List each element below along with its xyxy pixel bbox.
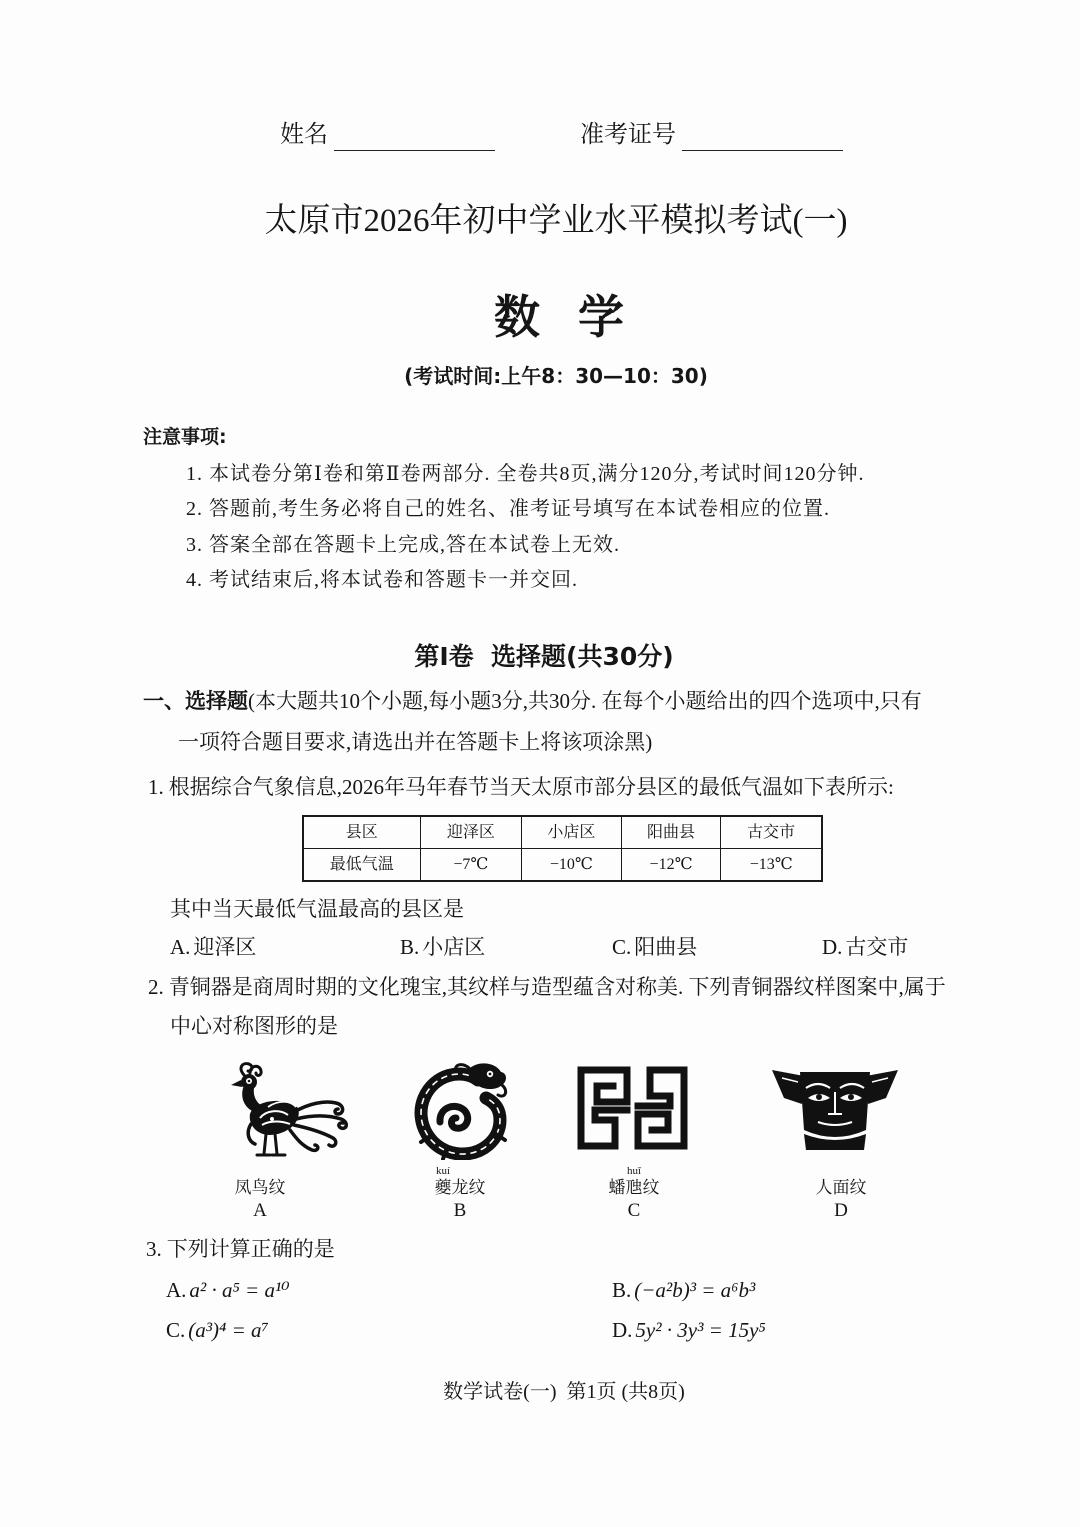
part-one-heading: 一、选择题 (143, 689, 248, 713)
question-1-prompt: 其中当天最低气温最高的县区是 (170, 897, 464, 921)
figure-name: 蟠虺纹 (608, 1178, 660, 1197)
question-3-option-d (612, 1320, 766, 1341)
mask-face (800, 1072, 870, 1137)
table-header-cell: 古交市 (721, 816, 822, 849)
part-one-instructions-line1: (本大题共10个小题,每小题3分,共30分. 在每个小题给出的四个选项中,只有 (248, 689, 922, 713)
name-blank-line (334, 150, 495, 151)
question-number: 1. (148, 775, 164, 799)
option-text: 古交市 (845, 935, 909, 959)
option-text: 迎泽区 (193, 935, 257, 959)
notice-item: 3. 答案全部在答题卡上完成,答在本试卷上无效. (186, 534, 620, 556)
coiled-serpent-pattern-icon (575, 1064, 690, 1152)
table-header-cell: 迎泽区 (420, 816, 521, 849)
question-1-option-a (170, 937, 256, 958)
option-label: A. (166, 1278, 187, 1302)
question-1-option-c (612, 937, 697, 958)
notice-item: 4. 考试结束后,将本试卷和答题卡一并交回. (186, 569, 578, 591)
part-one-instructions (143, 691, 922, 712)
figure-name: 夔龙纹 (434, 1178, 486, 1197)
figure-pinyin: huī (626, 1165, 642, 1177)
bird-head (231, 1074, 257, 1090)
question-3-option-c (166, 1320, 269, 1341)
figure-caption-c (584, 1164, 684, 1224)
question-3-option-a (166, 1280, 290, 1301)
figure-letter: A (253, 1200, 267, 1221)
table-cell: −12℃ (621, 849, 721, 882)
table-cell: −7℃ (420, 849, 521, 882)
figure-letter: B (453, 1200, 467, 1221)
option-label: A. (170, 935, 191, 959)
exam-number-blank-line (682, 150, 843, 151)
option-label: B. (612, 1278, 632, 1302)
figure-letter: C (627, 1200, 641, 1221)
question-3-option-b (612, 1280, 755, 1301)
phoenix-bird-pattern-icon (228, 1062, 353, 1162)
option-expression: a² · a⁵ = a¹⁰ (189, 1278, 290, 1302)
figure-name: 凤鸟纹 (234, 1178, 286, 1197)
figure-name: 人面纹 (815, 1178, 867, 1197)
human-face-pattern-icon (770, 1066, 900, 1151)
table-header-row (303, 816, 822, 849)
option-expression: (−a²b)³ = a⁶b³ (634, 1278, 756, 1302)
option-label: C. (166, 1318, 186, 1342)
meander-pattern (581, 1070, 684, 1146)
question-text: 青铜器是商周时期的文化瑰宝,其纹样与造型蕴含对称美. 下列青铜器纹样图案中,属于 (168, 975, 946, 999)
question-2-stem (148, 977, 946, 998)
figure-caption-d (791, 1164, 891, 1224)
question-number: 3. (146, 1237, 162, 1261)
name-field (280, 123, 495, 147)
question-2-stem-line2: 中心对称图形的是 (170, 1014, 338, 1038)
exam-time: (考试时间:上午8：30—10：30) (404, 364, 708, 388)
option-label: C. (612, 935, 632, 959)
table-header-cell: 阳曲县 (621, 816, 721, 849)
table-cell: 最低气温 (303, 849, 420, 882)
table-cell: −13℃ (721, 849, 822, 882)
option-text: 小店区 (422, 935, 486, 959)
option-expression: 5y² · 3y³ = 15y⁵ (635, 1318, 766, 1342)
temperature-table (302, 815, 823, 882)
question-3-stem (146, 1239, 335, 1260)
exam-number-label: 准考证号 (580, 122, 676, 148)
figure-letter: D (834, 1200, 848, 1221)
option-expression: (a³)⁴ = a⁷ (188, 1318, 269, 1342)
notice-item: 2. 答题前,考生务必将自己的姓名、准考证号填写在本试卷相应的位置. (186, 498, 830, 520)
exam-number-field (580, 123, 843, 147)
option-label: B. (400, 935, 420, 959)
question-text: 下列计算正确的是 (166, 1237, 335, 1261)
question-text: 根据综合气象信息,2026年马年春节当天太原市部分县区的最低气温如下表所示: (168, 775, 894, 799)
table-cell: −10℃ (522, 849, 622, 882)
table-header-cell: 小店区 (522, 816, 622, 849)
option-text: 阳曲县 (634, 935, 698, 959)
name-label: 姓名 (280, 122, 328, 148)
table-row (303, 849, 822, 882)
bird-crest (241, 1064, 261, 1076)
kui-dragon-pattern-icon (410, 1060, 510, 1160)
notice-heading: 注意事项: (143, 426, 227, 448)
option-label: D. (612, 1318, 633, 1342)
figure-caption-a (210, 1164, 310, 1224)
part-one-instructions-line2: 一项符合题目要求,请选出并在答题卡上将该项涂黑) (178, 730, 653, 754)
question-1-option-b (400, 937, 485, 958)
exam-title: 太原市2026年初中学业水平模拟考试(一) (264, 203, 848, 239)
figure-caption-b (410, 1164, 510, 1224)
question-1-option-d (822, 937, 908, 958)
page-footer: 数学试卷(一) 第1页 (共8页) (443, 1381, 685, 1403)
notice-item: 1. 本试卷分第Ⅰ卷和第Ⅱ卷两部分. 全卷共8页,满分120分,考试时间120分钟. (186, 463, 865, 485)
table-header-cell: 县区 (303, 816, 420, 849)
section-title: 第Ⅰ卷 选择题(共30分) (414, 642, 674, 671)
figure-pinyin: kuí (435, 1165, 451, 1177)
question-1-stem (148, 777, 894, 798)
bird-legs (257, 1134, 285, 1155)
option-label: D. (822, 935, 843, 959)
subject-title: 数学 (494, 292, 662, 343)
question-number: 2. (148, 975, 164, 999)
